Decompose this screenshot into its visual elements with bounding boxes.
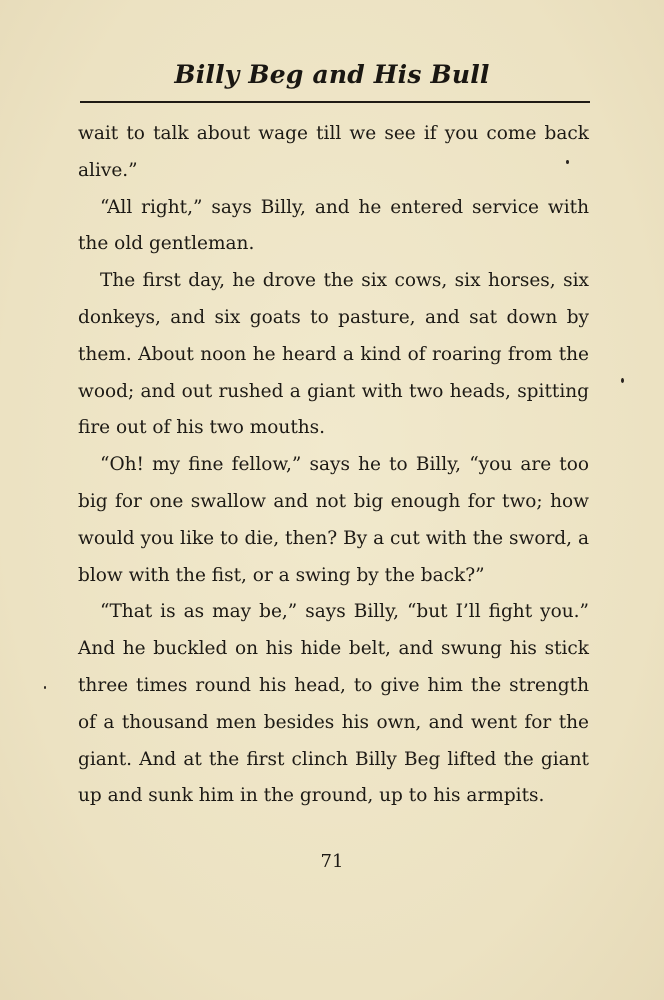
page-number: 71 bbox=[320, 851, 344, 872]
running-head: Billy Beg and His Bull bbox=[174, 60, 490, 89]
paragraph: The first day, he drove the six cows, six horses, six donkeys, and six goats to pasture, and sat down by them. About noon he heard a kind of roaring from the wood; and out rushed a giant with two heads, spitting fire out of his two mouths. bbox=[78, 270, 589, 439]
body-text bbox=[78, 116, 589, 815]
ink-speck bbox=[621, 378, 624, 383]
ink-speck bbox=[566, 160, 569, 164]
header-rule bbox=[80, 101, 590, 103]
paragraph: “That is as may be,” says Billy, “but I’ll fight you.” And he buckled on his hide belt, and swung his stick three times round his head, to give him the strength of a thousand men besides his own, and went for the giant. And at the first clinch Billy Beg lifted the giant up and sunk him in the ground, up to his armpits. bbox=[78, 601, 589, 807]
paragraph: wait to talk about wage till we see if you come back alive.” bbox=[78, 123, 589, 181]
paragraph: “Oh! my fine fellow,” says he to Billy, “you are too big for one swallow and not big enough for two; how would you like to die, then? By a cut with the sword, a blow with the fist, or a swing by the back?” bbox=[78, 454, 589, 586]
paragraph: “All right,” says Billy, and he entered service with the old gentleman. bbox=[78, 196, 589, 255]
ink-speck bbox=[44, 686, 46, 689]
